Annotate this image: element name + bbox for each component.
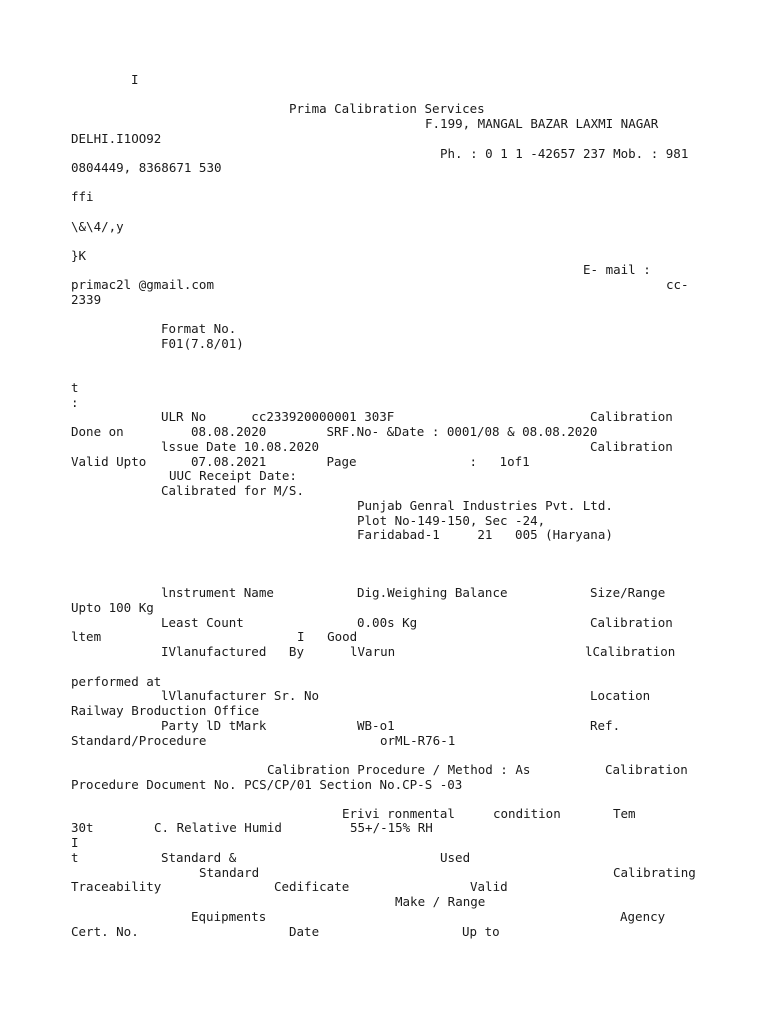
ocr-artifact: I	[71, 835, 79, 850]
ref-label: Ref.	[590, 718, 621, 733]
ocr-artifact: ffi	[71, 189, 94, 204]
table-header-agency: Agency	[620, 909, 666, 924]
least-count-value: 0.00s Kg	[357, 615, 418, 630]
size-range-label: Size/Range	[590, 585, 666, 600]
ocr-artifact: t	[71, 380, 79, 395]
environmental-label: Erivi ronmental	[342, 806, 455, 821]
done-on-srf-line: 08.08.2020 SRF.No- &Date : 0001/08 & 08.08.2020	[191, 424, 598, 439]
company-name: Prima Calibration Services	[289, 101, 485, 116]
table-header-make-range: Make / Range	[395, 894, 486, 909]
manufacturer-serial-label: lVlanufacturer Sr. No	[161, 688, 320, 703]
procedure-document: Procedure Document No. PCS/CP/01 Section No.CP-S -03	[71, 777, 463, 792]
party-id-value: WB-o1	[357, 718, 395, 733]
calibration-label: Calibration	[590, 439, 673, 454]
ulr-number: ULR No cc233920000001 303F	[161, 409, 395, 424]
email-value: primac2l @gmail.com	[71, 277, 214, 292]
phone-line: Ph. : 0 1 1 -42657 237 Mob. : 981	[440, 146, 689, 161]
ocr-artifact: }K	[71, 248, 87, 263]
standard-procedure-label: Standard/Procedure	[71, 733, 207, 748]
email-label: E- mail :	[583, 262, 651, 277]
table-header-cert-no: Cert. No.	[71, 924, 139, 939]
standard-procedure-value: orML-R76-1	[380, 733, 456, 748]
size-range-value: Upto 100 Kg	[71, 600, 154, 615]
customer-city: Faridabad-1 21 005 (Haryana)	[357, 527, 613, 542]
table-header-standard: Standard &	[161, 850, 237, 865]
party-id-label: Party lD tMark	[161, 718, 267, 733]
instrument-name-value: Dig.Weighing Balance	[357, 585, 508, 600]
issue-date: lssue Date 10.08.2020	[161, 439, 320, 454]
location-value: Railway Broduction Office	[71, 703, 260, 718]
phone-line-cont: 0804449, 8368671 530	[71, 160, 222, 175]
table-header-standard-cont: Standard	[199, 865, 260, 880]
relative-humidity-value: 55+/-15% RH	[350, 820, 433, 835]
ocr-artifact: t	[71, 850, 79, 865]
address-line-cont: DELHI.I1OO92	[71, 131, 162, 146]
valid-upto-page-line: 07.08.2021 Page : 1of1	[191, 454, 530, 469]
format-value: F01(7.8/01)	[161, 336, 244, 351]
item-label: ltem	[71, 629, 102, 644]
temperature-value: 30t	[71, 820, 94, 835]
customer-name: Punjab Genral Industries Pvt. Ltd.	[357, 498, 613, 513]
done-on-label: Done on	[71, 424, 124, 439]
least-count-label: Least Count	[161, 615, 244, 630]
calibration-label: Calibration	[605, 762, 688, 777]
table-header-calibrating: Calibrating	[613, 865, 696, 880]
item-condition: I Good	[297, 629, 358, 644]
cert-code-prefix: cc-	[666, 277, 689, 292]
calibration-procedure-label: Calibration Procedure / Method : As	[267, 762, 531, 777]
calibrated-for-label: Calibrated for M/S.	[161, 483, 304, 498]
relative-humidity-label: C. Relative Humid	[154, 820, 282, 835]
instrument-name-label: lnstrument Name	[161, 585, 274, 600]
calibration-label: lCalibration	[585, 644, 676, 659]
uuc-receipt-date: UUC Receipt Date:	[169, 468, 297, 483]
stray-mark: I	[131, 72, 139, 87]
table-header-used: Used	[440, 850, 471, 865]
table-header-equipments: Equipments	[191, 909, 267, 924]
manufactured-by-label: IVlanufactured By	[161, 644, 304, 659]
temperature-label: Tem	[613, 806, 636, 821]
table-header-up-to: Up to	[462, 924, 500, 939]
customer-address: Plot No-149-150, Sec -24,	[357, 513, 546, 528]
calibration-label: Calibration	[590, 615, 673, 630]
condition-label: condition	[493, 806, 561, 821]
table-header-certificate: Cedificate	[274, 879, 350, 894]
address-line: F.199, MANGAL BAZAR LAXMI NAGAR	[425, 116, 659, 131]
ocr-artifact: :	[71, 395, 79, 410]
ocr-artifact: \&\4/,y	[71, 219, 124, 234]
valid-upto-label: Valid Upto	[71, 454, 147, 469]
location-label: Location	[590, 688, 651, 703]
table-header-traceability: Traceability	[71, 879, 162, 894]
performed-at-label: performed at	[71, 674, 162, 689]
manufactured-by-value: lVarun	[350, 644, 396, 659]
table-header-date: Date	[289, 924, 320, 939]
format-label: Format No.	[161, 321, 237, 336]
table-header-valid: Valid	[470, 879, 508, 894]
calibration-label: Calibration	[590, 409, 673, 424]
cert-code-number: 2339	[71, 292, 102, 307]
